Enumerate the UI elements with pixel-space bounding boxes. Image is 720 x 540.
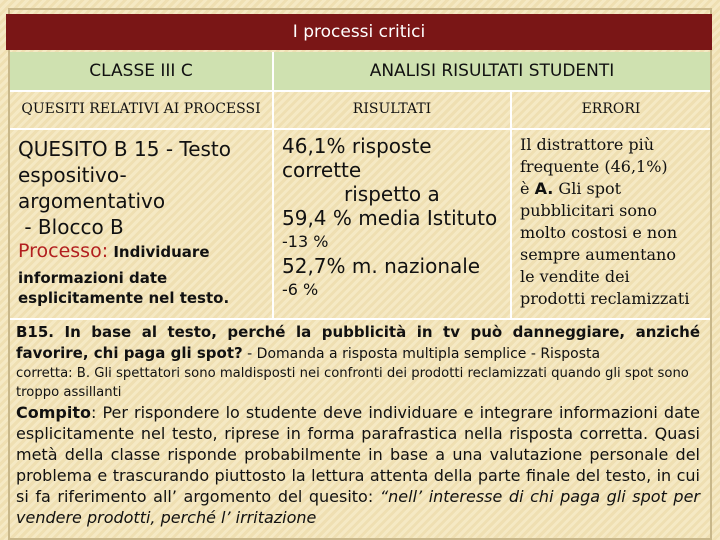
row-divider [10,90,710,92]
header-analisi-cell [274,52,710,90]
compito-label: Compito [16,403,91,422]
errori-text: è [520,179,535,198]
risultati-line: 52,7% m. nazionale [282,254,481,278]
quesito-line: espositivo- [18,163,127,187]
header-classe-cell [10,52,272,90]
header-quesiti: QUESITI RELATIVI AI PROCESSI [21,101,261,117]
processo-label: Processo: [18,240,109,262]
row-divider [10,128,710,130]
errori-answer: A. [534,179,554,198]
errori-cell [520,134,714,310]
processo-detail: informazioni date esplicitamente nel testo. [18,269,230,307]
compito-paragraph [16,402,700,528]
quesito-line: QUESITO B 15 - Testo [18,137,232,161]
question-text: B15. In base al testo, perché la pubblicità in tv può danneggiare, anziché favorire, chi paga gli spot? [16,323,700,362]
header-errori: ERRORI [581,101,641,117]
question-type: - Domanda a risposta multipla semplice - Risposta [242,346,601,362]
body-text [16,322,700,528]
risultati-cell [282,134,514,302]
header-quesiti-cell [10,90,272,128]
header-risultati-cell [274,90,510,128]
errori-line: frequente (46,1%) [520,157,668,176]
quesito-line: - Blocco B [18,215,124,239]
errori-line: molto costosi e non [520,223,678,242]
errori-line: Il distrattore più [520,135,655,154]
quesito-line: argomentativo [18,189,166,213]
errori-line: pubblicitari sono [520,201,657,220]
quesito-title [18,136,268,240]
question-paragraph [16,322,700,364]
errori-line [520,178,714,200]
row-divider [10,318,710,320]
risultati-line: -6 % [282,280,319,299]
header-risultati: RISULTATI [352,101,432,117]
slide-title: I processi critici [292,22,426,42]
answer-paragraph: corretta: B. Gli spettatori sono maldisposti nei confronti dei prodotti reclamizzati quando gli spot sono troppo assillanti [16,366,689,400]
processo-text: Individuare [108,243,210,261]
processo [18,240,268,262]
risultati-line: 59,4 % media Istituto [282,206,498,230]
errori-text: Gli spot [553,179,622,198]
title-bar [6,14,712,50]
risultati-line: -13 % [282,232,329,251]
header-analisi: ANALISI RISULTATI STUDENTI [369,61,615,81]
risultati-line: corrette [282,158,362,182]
errori-line: sempre aumentano [520,245,676,264]
compito-quote: “nell’ interesse di chi paga gli spot per vendere prodotti, perché l’ irritazione [16,487,701,527]
compito-text: : Per rispondere lo studente deve individuare e integrare informazioni date esplicitamente nel testo, riprese in forma parafrastica nella risposta corretta. Quasi metà della classe risponde probabilmente in base a una valutazione personale del problema e trascurando piuttosto la lettura attenta della parte finale del testo, in cui si fa riferimento all’ argomento del quesito: [16,403,700,506]
errori-line: le vendite dei [520,267,630,286]
errori-line: prodotti reclamizzati [520,289,690,308]
header-classe: CLASSE III C [89,61,193,81]
risultati-line: rispetto a [344,182,440,206]
risultati-line: 46,1% risposte [282,134,432,158]
header-errori-cell [512,90,710,128]
